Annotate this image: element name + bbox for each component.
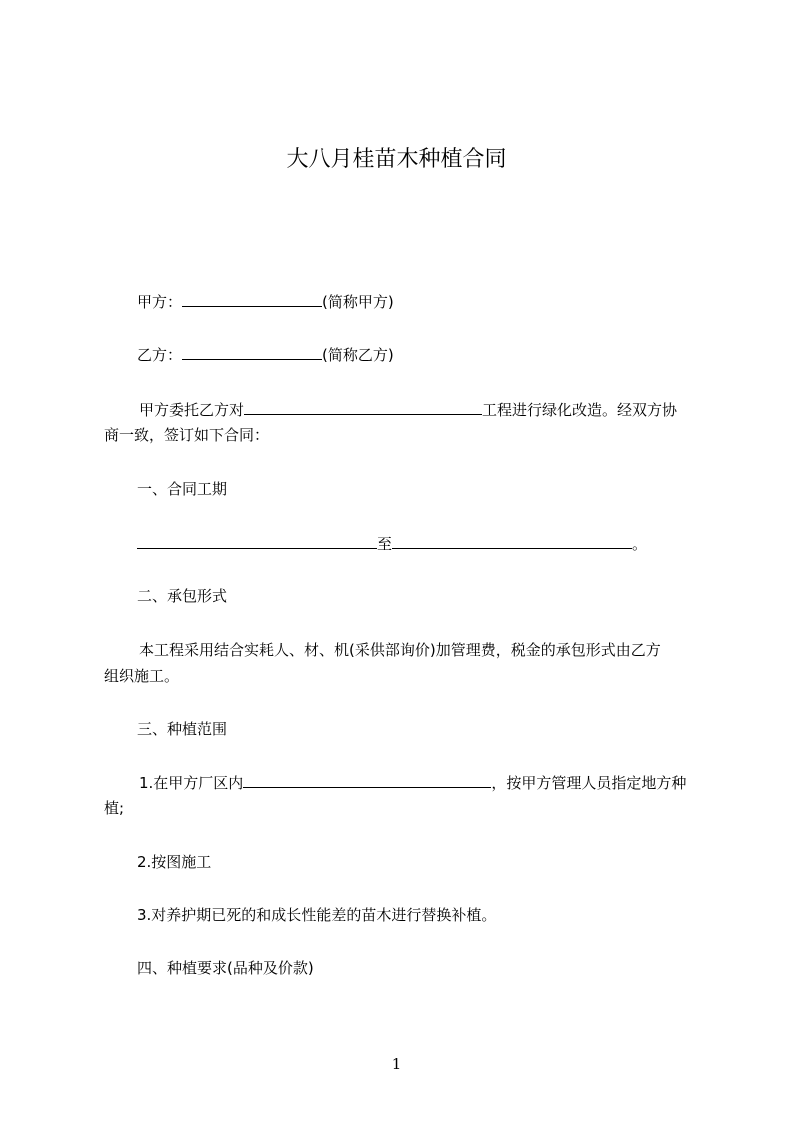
party-b-note: (简称乙方) xyxy=(322,346,394,364)
party-a-blank xyxy=(182,291,322,307)
section3-item3: 3.对养护期已死的和成长性能差的苗木进行替换补植。 xyxy=(137,906,497,924)
party-a-note: (简称甲方) xyxy=(322,293,394,311)
intro-line-1 xyxy=(139,399,677,420)
item1-prefix: 1.在甲方厂区内 xyxy=(139,774,244,792)
period-end: 。 xyxy=(632,535,648,553)
intro-suffix: 工程进行绿化改造。经双方协 xyxy=(482,401,678,419)
section2-heading: 二、承包形式 xyxy=(137,587,228,605)
item1-suffix: ，按甲方管理人员指定地方种 xyxy=(491,774,687,792)
intro-line-2: 商一致，签订如下合同： xyxy=(104,426,270,444)
party-b-label: 乙方： xyxy=(137,346,183,364)
period-to: 至 xyxy=(377,535,393,553)
section3-item1-line-2: 植; xyxy=(104,799,125,817)
page-title: 大八月桂苗木种植合同 xyxy=(286,147,507,172)
section3-item2: 2.按图施工 xyxy=(137,853,212,871)
section1-heading: 一、合同工期 xyxy=(137,480,228,498)
section2-line-1: 本工程采用结合实耗人、材、机(采供部询价)加管理费，税金的承包形式由乙方 xyxy=(139,641,661,659)
page-number: 1 xyxy=(391,1055,402,1073)
party-b-line xyxy=(137,344,394,365)
section3-heading: 三、种植范围 xyxy=(137,720,228,738)
party-a-line xyxy=(137,291,394,312)
start-date-blank xyxy=(137,533,377,549)
section3-item1 xyxy=(139,772,686,793)
end-date-blank xyxy=(392,533,632,549)
party-a-label: 甲方： xyxy=(137,293,183,311)
section4-heading: 四、种植要求(品种及价款) xyxy=(137,959,314,977)
section2-line-2: 组织施工。 xyxy=(104,667,180,685)
intro-prefix: 甲方委托乙方对 xyxy=(139,401,245,419)
site-blank xyxy=(243,772,491,788)
party-b-blank xyxy=(182,344,322,360)
contract-period-line xyxy=(137,533,647,554)
project-name-blank xyxy=(244,399,482,415)
